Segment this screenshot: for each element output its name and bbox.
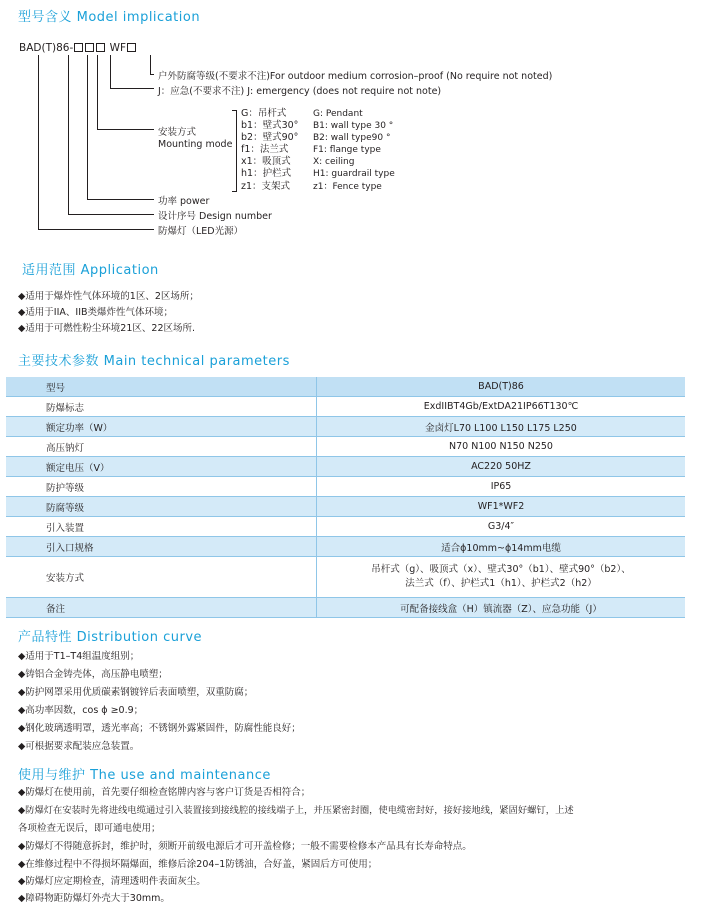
table-value: ExdIIBT4Gb/ExtDA21IP66T130℃ — [423, 401, 579, 412]
mount-codes-cn — [241, 108, 298, 193]
mount-en: z1：Fence type — [313, 181, 382, 192]
table-key: 额定功率（W） — [6, 417, 317, 437]
label-mounting-en: Mounting mode — [158, 139, 233, 150]
label-outdoor: 户外防腐等级(不要求不注)For outdoor medium corrosion–proof (No require not noted) — [158, 71, 553, 82]
table-row — [6, 457, 685, 477]
section-title-model: 型号含义 Model implication — [18, 10, 201, 25]
section-title-features: 产品特性 Distribution curve — [18, 630, 203, 645]
label-lamp: 防爆灯（LED光源） — [158, 226, 244, 237]
tree-line — [97, 129, 154, 130]
spec-table — [6, 377, 685, 618]
label-mounting-cn: 安装方式 — [158, 127, 197, 138]
table-key: 型号 — [6, 377, 317, 397]
table-row — [6, 397, 685, 417]
maintenance-item: ◆防爆灯应定期检查，清理透明件表面灰尘。 — [18, 876, 206, 887]
table-row — [6, 377, 685, 397]
table-row — [6, 437, 685, 457]
tree-line — [150, 55, 151, 74]
table-value: 可配备接线盒（H）镇流器（Z）、应急功能（J） — [400, 603, 602, 615]
table-row — [6, 477, 685, 497]
tree-line — [38, 55, 39, 229]
feature-item: ◆高功率因数，cos ϕ ≥0.9； — [18, 705, 144, 716]
table-row — [6, 557, 685, 598]
mount-code: G：吊杆式 — [241, 108, 287, 119]
mount-en: B1: wall type 30 ° — [313, 121, 394, 132]
table-value: WF1*WF2 — [477, 501, 525, 512]
maintenance-item: ◆在维修过程中不得损坏隔爆面，维修后涂204–1防锈油，合好盖，紧固后方可使用； — [18, 859, 378, 870]
mount-en: H1: guardrail type — [313, 169, 395, 180]
mount-en: G: Pendant — [313, 109, 363, 119]
table-key: 安装方式 — [6, 557, 317, 598]
table-value — [317, 557, 686, 598]
mount-code: b1：壁式30° — [241, 120, 299, 132]
mount-code: b2：壁式90° — [241, 132, 299, 144]
maintenance-item: ◆防爆灯在安装时先将进线电缆通过引入装置接到接线腔的接线端子上，并压紧密封圈，使电缆密封好，接好接地线，紧固好螺钉，上述 — [18, 805, 574, 816]
mount-code: h1：护栏式 — [241, 168, 292, 180]
code-box — [85, 43, 94, 52]
table-row — [6, 497, 685, 517]
bracket-line — [232, 110, 237, 111]
tree-line — [38, 229, 154, 230]
table-key: 额定电压（V） — [6, 457, 317, 477]
table-row — [6, 598, 685, 618]
feature-item: ◆适用于T1–T4组温度组别； — [18, 651, 140, 662]
table-value: IP65 — [490, 481, 512, 492]
mount-code: z1：支架式 — [241, 180, 291, 192]
maintenance-item: 各项检查无误后，即可通电使用； — [18, 823, 161, 834]
mount-code: x1：吸顶式 — [241, 156, 291, 168]
code-box — [96, 43, 105, 52]
code-box — [127, 43, 136, 52]
tree-line — [150, 74, 154, 75]
maintenance-item: ◆障碍物距防爆灯外壳大于30mm。 — [18, 893, 170, 904]
model-suffix: WF — [109, 42, 126, 54]
application-item: ◆适用于可燃性粉尘环境21区、22区场所. — [18, 323, 196, 334]
mount-en: X: ceiling — [313, 157, 355, 168]
table-row — [6, 517, 685, 537]
tree-line — [87, 55, 88, 199]
mount-codes-en — [313, 108, 395, 193]
bracket-line — [236, 110, 237, 191]
maintenance-item: ◆防爆灯不得随意拆封，维护时，须断开前级电源后才可开盖检修；一般不需要检修本产品具有长寿命特点。 — [18, 841, 472, 852]
application-item: ◆适用于爆炸性气体环境的1区、2区场所； — [18, 291, 199, 302]
tree-line — [68, 214, 154, 215]
table-key: 防腐等级 — [6, 497, 317, 517]
application-item: ◆适用于IIA、IIB类爆炸性气体环境； — [18, 307, 174, 318]
bracket-line — [232, 191, 237, 192]
table-value-line: 法兰式（f）、护栏式1（h1）、护栏式2（h2） — [405, 578, 597, 589]
table-value: G3/4″ — [487, 521, 515, 532]
tree-line — [97, 55, 98, 129]
feature-item: ◆铸铝合金铸壳体，高压静电喷塑； — [18, 669, 168, 680]
feature-item: ◆防护网罩采用优质碳素钢镀锌后表面喷塑，双重防腐； — [18, 687, 254, 698]
table-value: 适合ϕ10mm~ϕ14mm电缆 — [441, 542, 561, 554]
feature-item: ◆钢化玻璃透明罩，透光率高；不锈钢外露紧固件，防腐性能良好； — [18, 723, 301, 734]
model-code — [19, 42, 137, 54]
section-title-maintenance: 使用与维护 The use and maintenance — [18, 768, 271, 783]
table-value: N70 N100 N150 N250 — [449, 441, 553, 452]
tree-line — [110, 55, 111, 88]
table-key: 备注 — [6, 598, 317, 618]
maintenance-item: ◆防爆灯在使用前，首先要仔细检查铭牌内容与客户订货是否相符合； — [18, 787, 311, 798]
label-design: 设计序号 Design number — [158, 211, 272, 222]
mount-en: B2: wall type90 ° — [313, 133, 391, 144]
code-box — [74, 43, 83, 52]
table-key: 高压钠灯 — [6, 437, 317, 457]
mount-en: F1: flange type — [313, 145, 381, 156]
table-row — [6, 417, 685, 437]
table-value: 金卤灯L70 L100 L150 L175 L250 — [425, 422, 577, 434]
table-key: 防爆标志 — [6, 397, 317, 417]
table-key: 引入装置 — [6, 517, 317, 537]
label-emergency: J：应急(不要求不注) J: emergency (does not require not note) — [158, 86, 442, 97]
table-key: 引入口规格 — [6, 537, 317, 557]
tree-line — [110, 88, 154, 89]
feature-item: ◆可根据要求配装应急装置。 — [18, 741, 140, 752]
tree-line — [68, 55, 69, 214]
table-row — [6, 537, 685, 557]
table-key: 防护等级 — [6, 477, 317, 497]
table-value: AC220 50HZ — [471, 461, 531, 472]
tree-line — [87, 199, 154, 200]
table-value: BAD(T)86 — [478, 381, 524, 392]
label-power: 功率 power — [158, 196, 210, 207]
section-title-application: 适用范围 Application — [22, 263, 159, 278]
model-prefix: BAD(T)86- — [19, 42, 74, 54]
mount-code: f1：法兰式 — [241, 144, 289, 156]
section-title-params: 主要技术参数 Main technical parameters — [18, 354, 290, 369]
table-value-line: 吊杆式（g）、吸顶式（x）、壁式30°（b1）、壁式90°（b2）、 — [371, 564, 631, 575]
